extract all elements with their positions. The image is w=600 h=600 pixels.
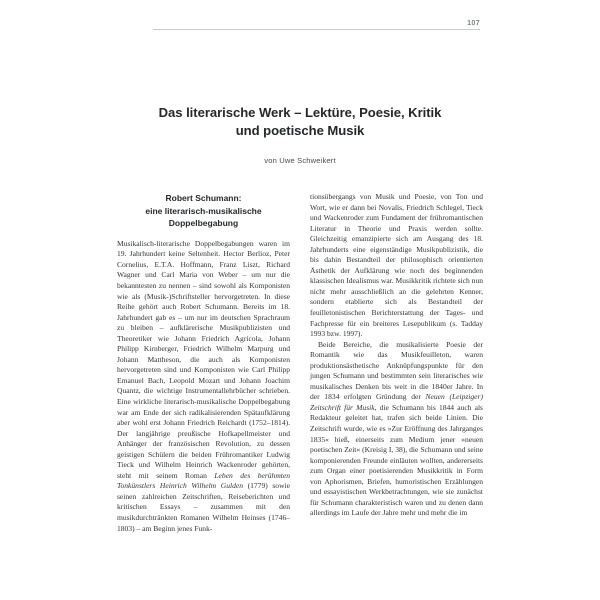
page-number: 107	[467, 18, 480, 27]
text-run: Beide Bereiche, die musikalisierte Poesie der Romantik wie das Musikfeuilleton, waren produktionsästhetische Anknüpfungspunkte für den jungen Schumann und bestimmten sein literarisches wie musikalisches Denken bis weit in die 1840er Jahre. In der 1834 erfolgten Gründung der	[310, 339, 483, 402]
section-heading	[117, 192, 290, 230]
title-block	[96, 104, 504, 165]
running-head	[120, 18, 480, 34]
header-rule	[153, 29, 480, 30]
paragraph	[310, 192, 483, 340]
page-title-line-2: und poetische Musik	[235, 122, 365, 138]
text-run: (1779) sowie seinen zahlreichen Zeitschriften, Reiseberichten und kritischen Essays – zusammen mit den musikdurchtränkten Romanen Wilhelm Heinses (1746–1803) – am Beginn jenes Funk-	[117, 481, 290, 533]
italic-title: Leben des berühmten Tonkünstlers Heinrich Wilhelm Gulden	[117, 470, 290, 491]
body-columns	[117, 192, 483, 584]
column-left	[117, 192, 290, 584]
section-heading-line-1: Robert Schumann:	[165, 193, 242, 203]
left-column-text	[117, 239, 290, 534]
page-title	[96, 104, 504, 139]
text-run: tionsübergangs von Musik und Poesie, von Ton und Wort, wie er dann bei Novalis, Friedrich Schlegel, Tieck und Wackenroder zum Fundament der frühromantischen Literatur in Theorie und Praxis werden sollte. Gleichzeitig emanzipierte sich am Ausgang des 18. Jahrhunderts eine eigenständige Musikpublizistik, die bis dahin Bestandteil der philosophisch orientierten Ästhetik der Aufklärung wie noch des beginnenden klassischen Idealismus war. Musikkritik richtete sich nun nicht mehr ausschließlich an die gelehrten Kenner, sondern etablierte sich als Bestandteil der feuilletonistischen Berichterstattung der Tages- und Fachpresse für ein breiteres Lesepublikum (s. Tadday 1993 bzw. 1997).	[310, 192, 483, 339]
paragraph	[117, 239, 290, 534]
right-column-text	[310, 192, 483, 519]
section-heading-line-2: eine literarisch-musikalische	[145, 205, 262, 216]
section-heading-line-3: Doppelbegabung	[168, 218, 239, 229]
text-run: Musikalisch-literarische Doppelbegabungen waren im 19. Jahrhundert keine Seltenheit. Hector Berlioz, Peter Cornelius, E.T.A. Hoffmann, Franz Liszt, Richard Wagner und Carl Maria von Weber – um nur die bekanntesten zu nennen – sind sowohl als Komponisten wie als (Musik-)Schriftsteller hervorgetreten. In diese Reihe gehört auch Robert Schumann. Bereits im 18. Jahrhundert gab es – um nur im deutschen Sprachraum zu bleiben – aufklärerische Musikpublizisten und Theoretiker wie Johann Friedrich Agricola, Johann Philipp Kirnberger, Friedrich Wilhelm Marpurg und Johann Mattheson, die auch als Komponisten hervorgetreten sind und Komponisten wie Carl Philipp Emanuel Bach, Leopold Mozart und Johann Joachim Quantz, die wichtige Instrumentallehrbücher schrieben. Eine wirkliche literarisch-musikalische Doppelbegabung war am Ende der sich radikalisierenden Spätaufklärung aber wohl erst Johann Friedrich Reichardt (1752–1814). Der langjährige preußische Hofkapellmeister und Anhänger der französischen Revolution, zu dessen geistigen Schülern die beiden Frühromantiker Ludwig Tieck und Wilhelm Heinrich Wackenroder gehörten, steht mit seinem Roman	[117, 238, 290, 480]
column-right	[310, 192, 483, 584]
italic-title: Neuen (Leipziger) Zeitschrift für Musik	[310, 392, 483, 412]
paragraph	[310, 340, 483, 519]
author-byline: von Uwe Schweikert	[264, 156, 336, 165]
text-run: , die Schumann bis 1844 auch als Redakteur geleitet hat, trafen sich beide Linien. Die Zeitschrift wurde, wie es »Zur Eröffnung des Jahrganges 1835« hieß, einerseits zum Medium jener »neuen poetischen Zeit« (Kreisig I, 38), die Schumann und seine komponierenden Freunde einläuten wollten, andererseits zum Organ einer poetisierenden Musikkritik in Form von Aphorismen, Briefen, humoristischen Erzählungen und essayistischen Werkbetrachtungen, wie sie zunächst für Schumann charakteristisch waren und zu denen dann allerdings im Laufe der Jahre mehr und mehr die im	[310, 402, 483, 518]
page-title-line-1: Das literarische Werk – Lektüre, Poesie, Kritik	[158, 105, 442, 120]
